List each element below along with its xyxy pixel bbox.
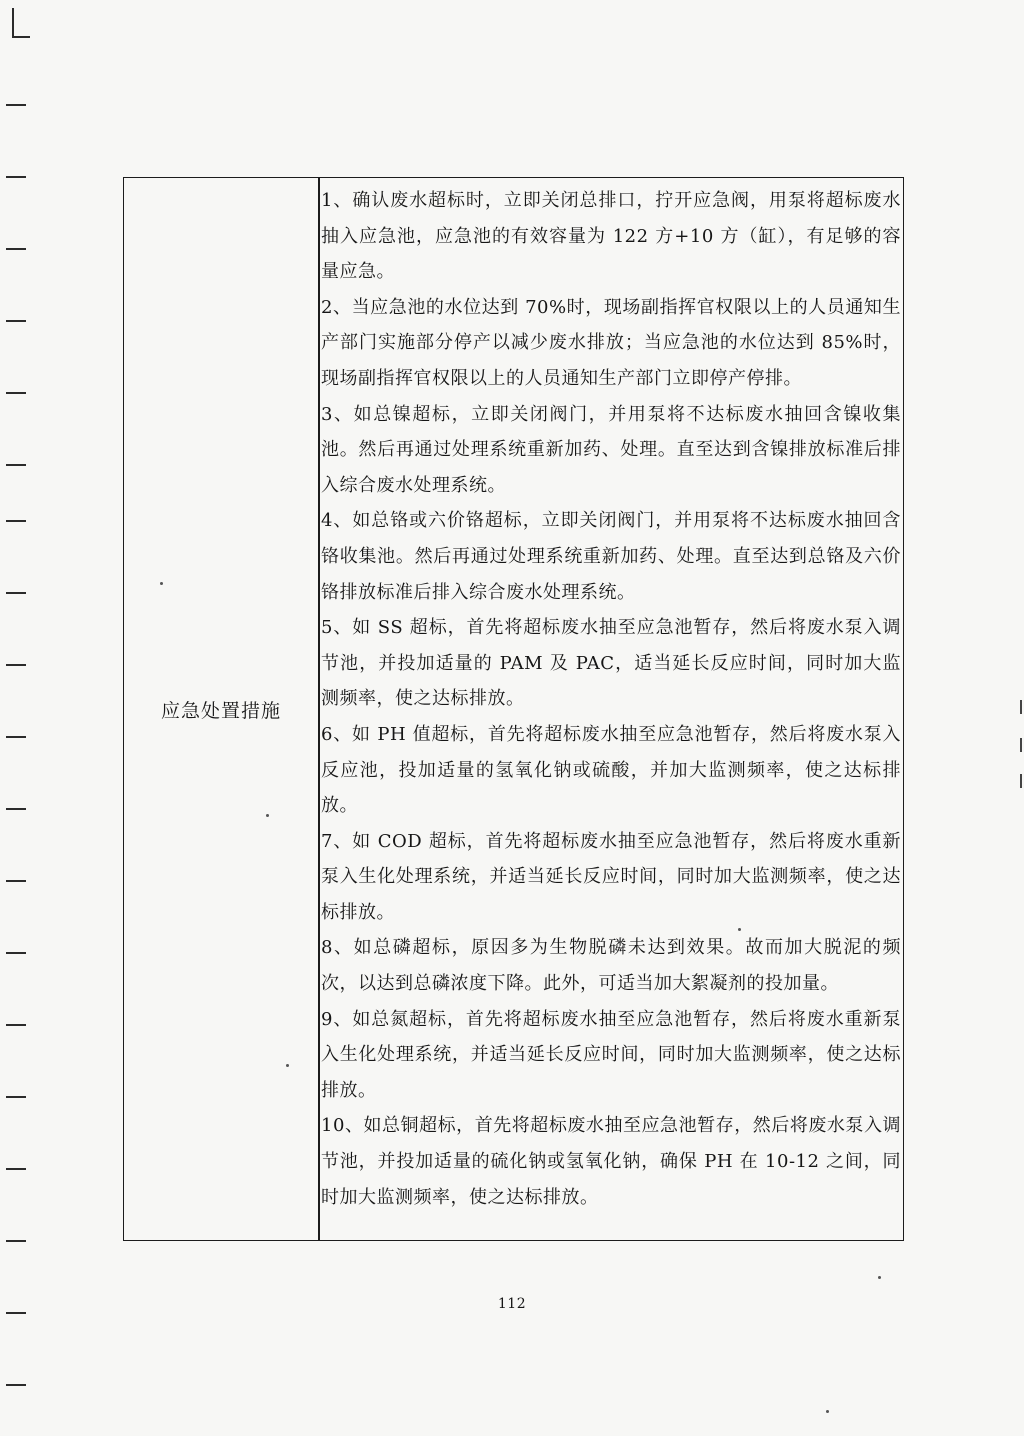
scan-speck (738, 928, 741, 931)
binding-mark (6, 1168, 26, 1170)
right-edge-marks (1016, 700, 1024, 790)
binding-mark (6, 808, 26, 810)
binding-mark (6, 736, 26, 738)
binding-mark (6, 1240, 26, 1242)
measure-item: 2、当应急池的水位达到 70%时，现场副指挥官权限以上的人员通知生产部门实施部分停产以减少废水排放；当应急池的水位达到 85%时，现场副指挥官权限以上的人员通知生产部门立即停产停排。 (321, 296, 901, 389)
binding-corner-mark (12, 36, 30, 38)
scan-speck (160, 582, 163, 585)
row-label: 应急处置措施 (160, 700, 281, 722)
measure-item: 4、如总铬或六价铬超标，立即关闭阀门，并用泵将不达标废水抽回含铬收集池。然后再通过处理系统重新加药、处理。直至达到总铬及六价铬排放标准后排入综合废水处理系统。 (321, 510, 901, 603)
scan-speck (286, 1064, 289, 1067)
binding-mark (6, 392, 26, 394)
binding-mark (6, 1384, 26, 1386)
measure-item: 1、确认废水超标时，立即关闭总排口，拧开应急阀，用泵将超标废水抽入应急池，应急池的有效容量为 122 方+10 方（缸），有足够的容量应急。 (321, 190, 901, 283)
scan-speck (878, 1276, 881, 1279)
binding-mark (6, 664, 26, 666)
measure-item: 9、如总氮超标，首先将超标废水抽至应急池暂存，然后将废水重新泵入生化处理系统，并适当延长反应时间，同时加大监测频率，使之达标排放。 (321, 1008, 901, 1101)
binding-mark (6, 1312, 26, 1314)
binding-mark (6, 880, 26, 882)
measure-item: 8、如总磷超标，原因多为生物脱磷未达到效果。故而加大脱泥的频次，以达到总磷浓度下降。此外，可适当加大絮凝剂的投加量。 (321, 937, 901, 995)
binding-marks (0, 0, 40, 1436)
binding-mark (6, 104, 26, 106)
binding-mark (6, 520, 26, 522)
measure-item: 6、如 PH 值超标，首先将超标废水抽至应急池暂存，然后将废水泵入反应池，投加适量的氢氧化钠或硫酸，并加大监测频率，使之达标排放。 (321, 723, 901, 817)
measure-item: 5、如 SS 超标，首先将超标废水抽至应急池暂存，然后将废水泵入调节池，并投加适量的 PAM 及 PAC，适当延长反应时间，同时加大监测频率，使之达标排放。 (321, 617, 901, 710)
page-number: 112 (497, 1296, 527, 1312)
binding-mark (6, 176, 26, 178)
scan-speck (266, 814, 269, 817)
binding-mark (6, 1024, 26, 1026)
scan-speck (826, 1410, 829, 1413)
measure-item: 10、如总铜超标，首先将超标废水抽至应急池暂存，然后将废水泵入调节池，并投加适量的硫化钠或氢氧化钠，确保 PH 在 10-12 之间，同时加大监测频率，使之达标排放。 (321, 1115, 901, 1208)
binding-mark (6, 592, 26, 594)
measure-item: 7、如 COD 超标，首先将超标废水抽至应急池暂存，然后将废水重新泵入生化处理系统，并适当延长反应时间，同时加大监测频率，使之达标排放。 (321, 830, 901, 923)
measures-list (321, 183, 901, 1215)
binding-mark (6, 320, 26, 322)
binding-mark (6, 1096, 26, 1098)
binding-mark (6, 952, 26, 954)
binding-mark (6, 248, 26, 250)
measure-item: 3、如总镍超标，立即关闭阀门，并用泵将不达标废水抽回含镍收集池。然后再通过处理系统重新加药、处理。直至达到含镍排放标准后排入综合废水处理系统。 (321, 403, 901, 496)
binding-mark (6, 464, 26, 466)
binding-corner-mark (12, 8, 14, 38)
